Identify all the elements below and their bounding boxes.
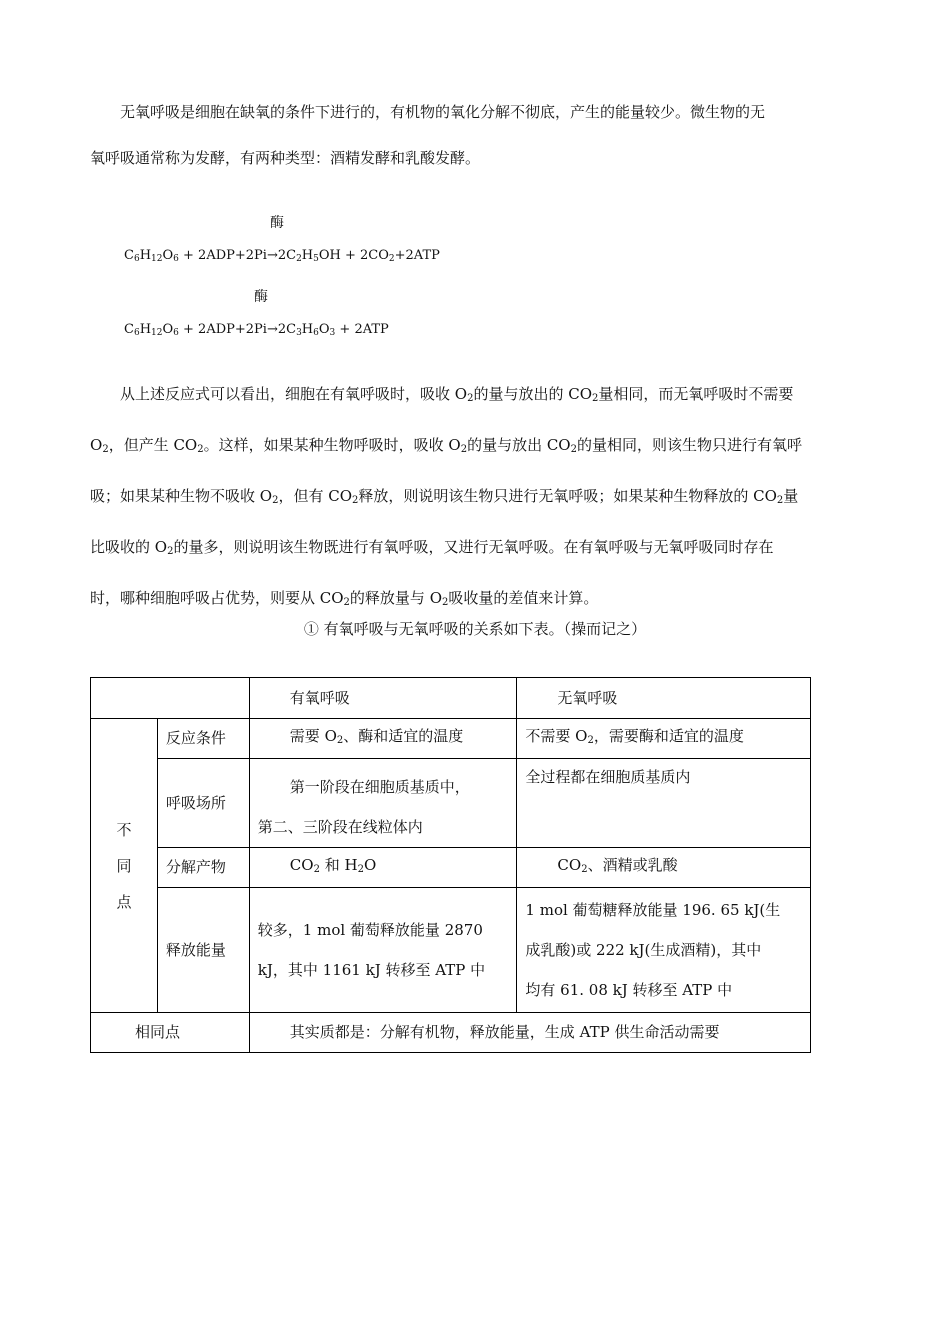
- condition-aerobic: 需要 $O_2$、酶和适宜的温度: [249, 719, 517, 759]
- table-row-site: [91, 759, 811, 848]
- header-anaerobic: 无氧呼吸: [517, 678, 811, 719]
- products-aerobic: $CO_2$ 和 $H_2O$: [249, 848, 517, 888]
- enzyme-label-2: 酶: [254, 289, 268, 305]
- respiration-comparison-table: [90, 677, 811, 1053]
- table-row-products: [91, 848, 811, 888]
- lactic-fermentation-equation: $C_6H_{12}O_6 + 2ADP+2Pi\to 2C_3H_6O_3 + 2ATP$: [124, 322, 389, 338]
- products-anaerobic: $CO_2$、酒精或乳酸: [517, 848, 811, 888]
- intro-line-1: 无氧呼吸是细胞在缺氧的条件下进行的，有机物的氧化分解不彻底，产生的能量较少。微生物的无: [120, 103, 766, 121]
- group-differences-cell: 不 同 点: [91, 719, 158, 1013]
- row-label-energy: 释放能量: [157, 888, 249, 1013]
- enzyme-label-1: 酶: [270, 215, 284, 231]
- site-anaerobic: 全过程都在细胞质基质内: [517, 759, 811, 848]
- intro-line-2: 氧呼吸通常称为发酵，有两种类型：酒精发酵和乳酸发酵。: [90, 149, 481, 167]
- intro-paragraph: [90, 89, 860, 181]
- analysis-paragraph: 从上述反应式可以看出，细胞在有氧呼吸时，吸收 $O_2$的量与放出的 $CO_2$量相同，而无氧呼吸时不需要 $O_2$，但产生 $CO_2$。这样，如果某种生物呼吸时，吸收 $O_2$的量与放出 $CO_2$的量相同，则该生物只进行有氧呼 吸；如果某种生物不吸收 $O_2$，但有 $CO_2$释放，则说明该生物只进行无氧呼吸；如果某种生物释放的 $CO_2$量 比吸收的 $O_2$的量多，则说明该生物既进行有氧呼吸，又进行无氧呼吸。在有氧呼吸与无氧呼吸同时存在 时，哪种细胞呼吸占优势，则要从 $CO_2$的释放量与 $O_2$吸收量的差值来计算。: [90, 385, 802, 608]
- alcohol-fermentation-equation: $C_6H_{12}O_6 + 2ADP+2Pi\to 2C_2H_5OH + 2CO_2+2ATP$: [124, 248, 440, 264]
- header-empty-cell: [91, 678, 250, 719]
- table-row-same: [91, 1013, 811, 1053]
- same-text: 其实质都是：分解有机物，释放能量，生成 ATP 供生命活动需要: [249, 1013, 810, 1053]
- energy-anaerobic: 1 mol 葡萄糖释放能量 196. 65 kJ(生 成乳酸)或 222 kJ(生成酒精)，其中 均有 61. 08 kJ 转移至 ATP 中: [517, 888, 811, 1013]
- row-label-site: 呼吸场所: [157, 759, 249, 848]
- table-caption: ① 有氧呼吸与无氧呼吸的关系如下表。（操而记之）: [303, 620, 647, 638]
- table-header-row: [91, 678, 811, 719]
- header-aerobic: 有氧呼吸: [249, 678, 517, 719]
- row-label-condition: 反应条件: [157, 719, 249, 759]
- table-row-condition: [91, 719, 811, 759]
- table-row-energy: [91, 888, 811, 1013]
- condition-anaerobic: 不需要 $O_2$，需要酶和适宜的温度: [517, 719, 811, 759]
- row-label-same: 相同点: [91, 1013, 250, 1053]
- row-label-products: 分解产物: [157, 848, 249, 888]
- site-aerobic: 第一阶段在细胞质基质中， 第二、三阶段在线粒体内: [249, 759, 517, 848]
- energy-aerobic: 较多，1 mol 葡萄释放能量 2870 kJ，其中 1161 kJ 转移至 ATP 中: [249, 888, 517, 1013]
